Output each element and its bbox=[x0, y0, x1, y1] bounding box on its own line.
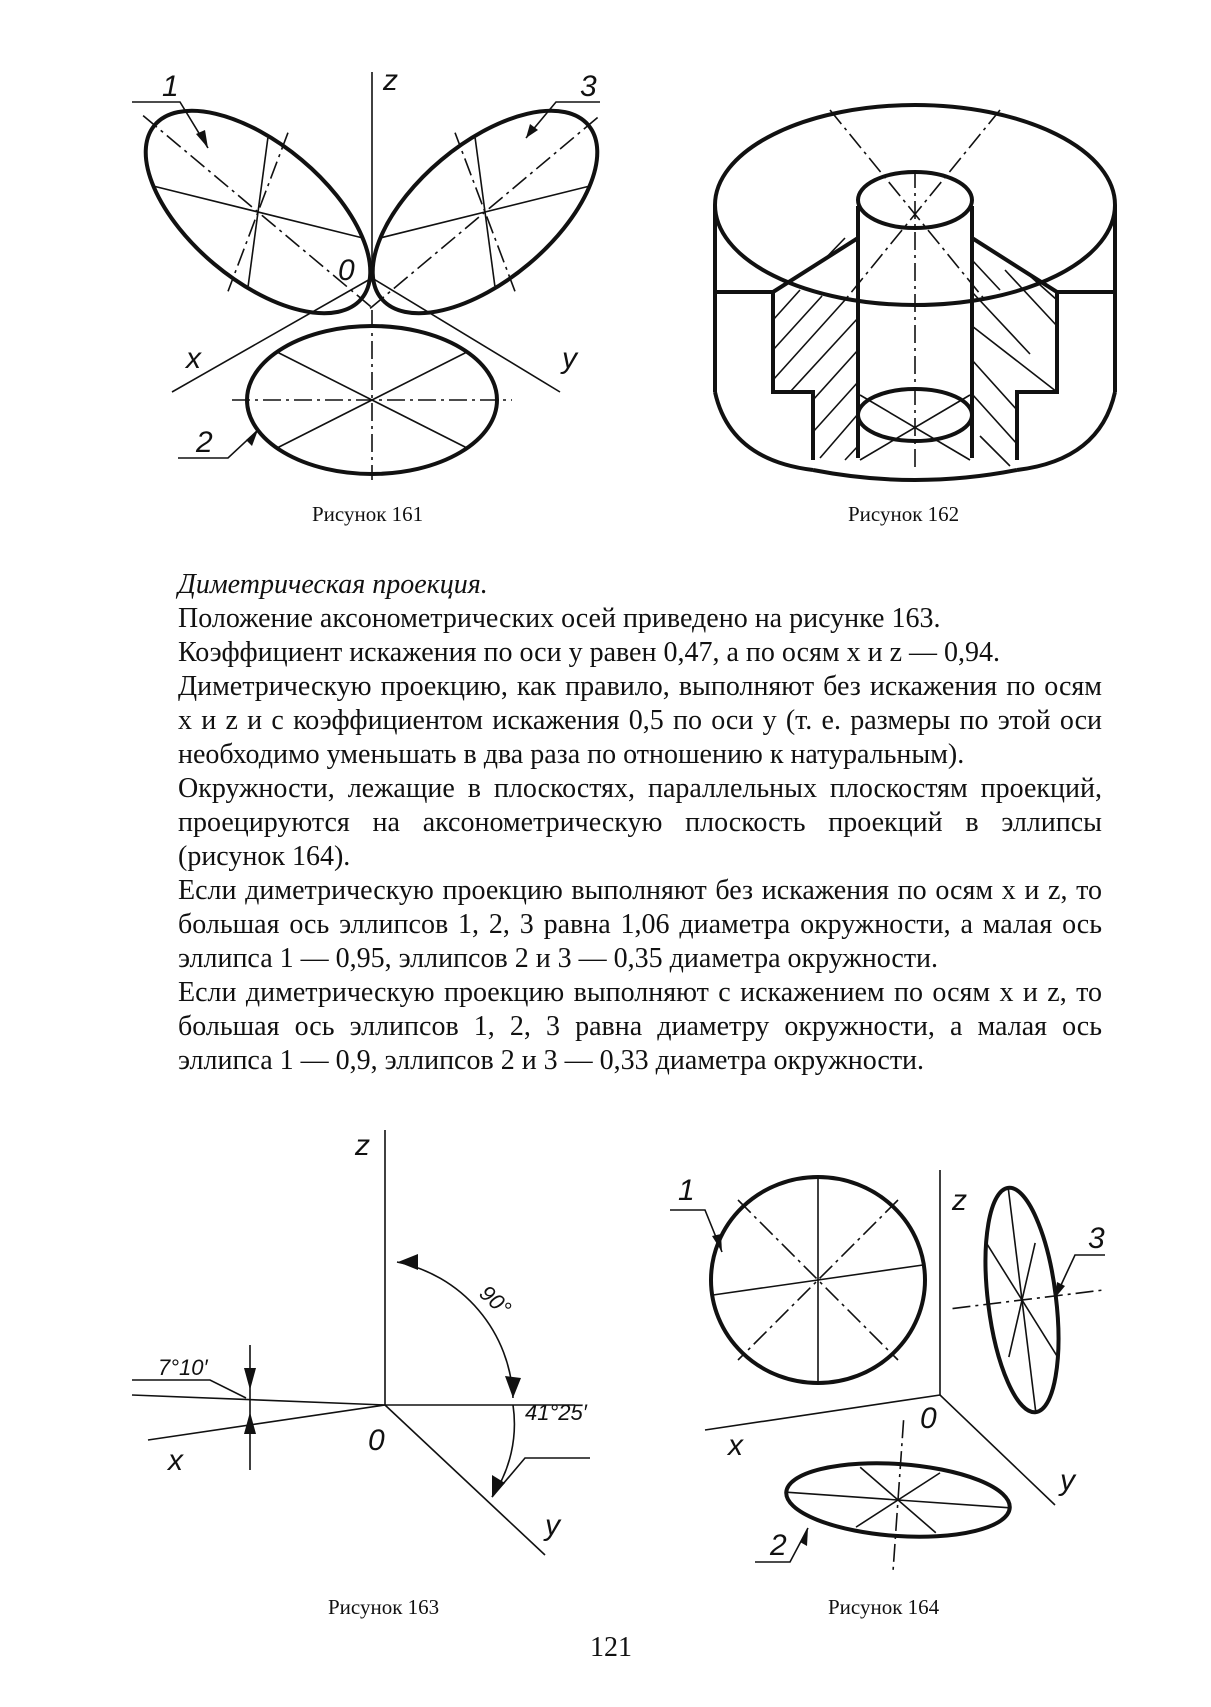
paragraph-6: Если диметрическую проекцию выполняют с искажением по осям x и z, то большая ось эллипсов 1, 2, 3 равна диаметру окружности, а малая ось эллипса 1 — 0,9, эллипсов 2 и 3 — 0,33 диаметра окружности. bbox=[178, 977, 1102, 1076]
leader-1-161 bbox=[132, 102, 208, 148]
axis-x-161 bbox=[172, 278, 372, 392]
paragraph-5: Если диметрическую проекцию выполняют без искажения по осям x и z, то большая ось эллипсов 1, 2, 3 равна 1,06 диаметра окружности, а малая ось эллипса 1 — 0,95, эллипсов 2 и 3 — 0,35 диаметра окружности. bbox=[178, 875, 1102, 974]
axis-x-163 bbox=[148, 1405, 385, 1440]
paragraph-3: Диметрическую проекцию, как правило, выполняют без искажения по осям x и z и с коэффициентом искажения 0,5 по оси y (т. е. размеры по этой оси необходимо уменьшать в два раза по отношению к натуральным). bbox=[178, 671, 1102, 770]
caption-164: Рисунок 164 bbox=[828, 1595, 940, 1619]
label-x-161: x bbox=[186, 342, 201, 375]
ellipse-3-161 bbox=[319, 54, 652, 369]
axis-y-163 bbox=[385, 1405, 545, 1555]
label-o-161: 0 bbox=[338, 254, 355, 287]
figure-164 bbox=[670, 1170, 1120, 1578]
axis-x-164 bbox=[705, 1395, 940, 1430]
section-heading: Диметрическая проекция. bbox=[178, 569, 488, 600]
paragraph-2: Коэффициент искажения по оси y равен 0,47, а по осям x и z — 0,94. bbox=[178, 637, 1001, 668]
figure-163 bbox=[132, 1129, 590, 1555]
axis-y-161 bbox=[372, 278, 560, 392]
label-x-163: x bbox=[168, 1444, 183, 1477]
label-y-163: y bbox=[545, 1509, 560, 1542]
label-2-164: 2 bbox=[770, 1529, 787, 1562]
caption-163: Рисунок 163 bbox=[328, 1595, 440, 1619]
ellipse-2-164 bbox=[781, 1412, 1015, 1577]
label-y-164: y bbox=[1060, 1464, 1075, 1497]
label-z-163: z bbox=[355, 1129, 370, 1162]
label-3-164: 3 bbox=[1088, 1222, 1105, 1255]
label-z-161: z bbox=[383, 64, 398, 97]
label-1-164: 1 bbox=[678, 1174, 695, 1207]
body-text bbox=[178, 568, 1102, 1078]
label-angle-90: 90° bbox=[474, 1280, 517, 1321]
label-angle-7-10: 7°10′ bbox=[158, 1355, 208, 1380]
figure-161 bbox=[92, 54, 652, 480]
paragraph-1: Положение аксонометрических осей приведено на рисунке 163. bbox=[178, 603, 941, 634]
label-y-161: y bbox=[562, 342, 577, 375]
label-o-164: 0 bbox=[920, 1402, 937, 1435]
label-angle-41-25: 41°25′ bbox=[525, 1400, 587, 1425]
label-2-161: 2 bbox=[196, 426, 213, 459]
label-o-163: 0 bbox=[368, 1424, 385, 1457]
caption-162: Рисунок 162 bbox=[848, 502, 960, 526]
paragraph-4: Окружности, лежащие в плоскостях, параллельных плоскостям проекций, проецируются на аксонометрическую плоскость проекций в эллипсы (рисунок 164). bbox=[178, 773, 1102, 872]
label-1-161: 1 bbox=[162, 70, 179, 103]
ellipse-1-164 bbox=[711, 1177, 925, 1383]
leader-3-161 bbox=[526, 102, 600, 138]
label-z-164: z bbox=[952, 1184, 967, 1217]
label-3-161: 3 bbox=[580, 70, 597, 103]
leader-2-161 bbox=[178, 430, 258, 458]
page-number: 121 bbox=[590, 1632, 632, 1663]
label-x-164: x bbox=[728, 1429, 743, 1462]
caption-161: Рисунок 161 bbox=[312, 502, 424, 526]
hatch-left-162 bbox=[773, 238, 858, 460]
figure-162 bbox=[715, 105, 1115, 480]
ellipse-2-161 bbox=[232, 310, 512, 480]
